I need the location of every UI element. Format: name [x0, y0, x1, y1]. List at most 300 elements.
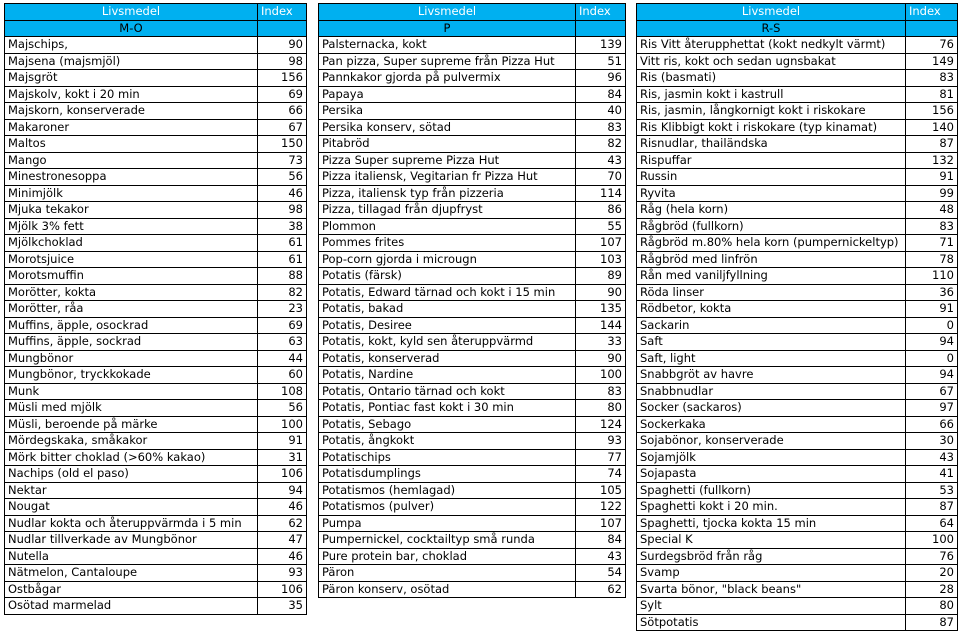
food-name-cell: Osötad marmelad	[5, 598, 258, 615]
food-name-cell: Saft, light	[637, 350, 906, 367]
table-row	[319, 301, 626, 318]
food-name-cell: Rågbröd (fullkorn)	[637, 218, 906, 235]
food-name-cell: Socker (sackaros)	[637, 400, 906, 417]
table-row	[319, 169, 626, 186]
table-row	[5, 334, 307, 351]
food-name-cell: Pommes frites	[319, 235, 576, 252]
gi-index-cell: 107	[576, 235, 626, 252]
table-row	[5, 70, 307, 87]
food-name-cell: Minestronesoppa	[5, 169, 258, 186]
table-row	[5, 383, 307, 400]
gi-index-cell: 28	[906, 581, 958, 598]
gi-index-cell: 30	[906, 433, 958, 450]
gi-index-cell: 64	[906, 515, 958, 532]
food-name-cell: Nachips (old el paso)	[5, 466, 258, 483]
food-name-cell: Potatis, bakad	[319, 301, 576, 318]
gi-index-cell: 99	[906, 185, 958, 202]
food-name-cell: Potatis, konserverad	[319, 350, 576, 367]
gi-index-cell: 46	[258, 499, 307, 516]
table-row	[319, 565, 626, 582]
table-row	[5, 136, 307, 153]
food-name-cell: Rispuffar	[637, 152, 906, 169]
group-index-blank	[258, 20, 307, 37]
food-name-cell: Pizza Super supreme Pizza Hut	[319, 152, 576, 169]
table-row	[637, 185, 958, 202]
table-row	[637, 317, 958, 334]
food-name-cell: Potatis, Pontiac fast kokt i 30 min	[319, 400, 576, 417]
food-name-cell: Spaghetti (fullkorn)	[637, 482, 906, 499]
table-row	[637, 499, 958, 516]
table-row	[5, 268, 307, 285]
table-row	[637, 70, 958, 87]
food-name-cell: Sötpotatis	[637, 614, 906, 631]
gi-index-cell: 90	[576, 284, 626, 301]
table-row	[319, 499, 626, 516]
gi-index-cell: 55	[576, 218, 626, 235]
gi-index-cell: 88	[258, 268, 307, 285]
food-name-cell: Morötter, råa	[5, 301, 258, 318]
food-name-cell: Potatis, Nardine	[319, 367, 576, 384]
gi-index-cell: 124	[576, 416, 626, 433]
gi-index-cell: 100	[258, 416, 307, 433]
food-name-cell: Nätmelon, Cantaloupe	[5, 565, 258, 582]
gi-index-cell: 41	[906, 466, 958, 483]
column-header-food: Livsmedel	[5, 4, 258, 21]
gi-index-cell: 91	[258, 433, 307, 450]
food-name-cell: Majsgröt	[5, 70, 258, 87]
gi-index-cell: 149	[906, 53, 958, 70]
gi-index-cell: 78	[906, 251, 958, 268]
food-name-cell: Snabbnudlar	[637, 383, 906, 400]
gi-index-cell: 122	[576, 499, 626, 516]
gi-index-cell: 94	[258, 482, 307, 499]
food-name-cell: Sojamjölk	[637, 449, 906, 466]
food-name-cell: Muffins, äpple, osockrad	[5, 317, 258, 334]
table-row	[5, 400, 307, 417]
table-row	[319, 251, 626, 268]
food-name-cell: Ris Vitt återupphettat (kokt nedkylt värmt)	[637, 37, 906, 54]
header-row	[319, 4, 626, 21]
gi-index-cell: 98	[258, 53, 307, 70]
table-row	[5, 169, 307, 186]
food-name-cell: Potatis (färsk)	[319, 268, 576, 285]
table-row	[637, 251, 958, 268]
food-name-cell: Nudlar kokta och återuppvärmda i 5 min	[5, 515, 258, 532]
food-name-cell: Rågbröd med linfrön	[637, 251, 906, 268]
gi-index-cell: 87	[906, 614, 958, 631]
food-name-cell: Pan pizza, Super supreme från Pizza Hut	[319, 53, 576, 70]
gi-index-cell: 83	[906, 70, 958, 87]
gi-index-cell: 106	[258, 466, 307, 483]
gi-index-cell: 40	[576, 103, 626, 120]
table-row	[637, 482, 958, 499]
table-row	[319, 532, 626, 549]
gi-index-cell: 96	[576, 70, 626, 87]
gi-index-cell: 56	[258, 169, 307, 186]
food-name-cell: Nougat	[5, 499, 258, 516]
gi-index-cell: 31	[258, 449, 307, 466]
gi-index-cell: 61	[258, 235, 307, 252]
food-name-cell: Råg (hela korn)	[637, 202, 906, 219]
table-row	[637, 449, 958, 466]
table-row	[319, 581, 626, 598]
food-name-cell: Morötter, kokta	[5, 284, 258, 301]
gi-index-cell: 35	[258, 598, 307, 615]
table-row	[637, 433, 958, 450]
gi-index-cell: 60	[258, 367, 307, 384]
food-name-cell: Morotsjuice	[5, 251, 258, 268]
group-label: P	[319, 20, 576, 37]
table-row	[637, 581, 958, 598]
table-row	[637, 515, 958, 532]
table-row	[319, 235, 626, 252]
table-row	[637, 416, 958, 433]
gi-index-cell: 20	[906, 565, 958, 582]
gi-index-cell: 144	[576, 317, 626, 334]
table-row	[637, 466, 958, 483]
gi-index-cell: 91	[906, 169, 958, 186]
food-name-cell: Potatismos (pulver)	[319, 499, 576, 516]
food-name-cell: Russin	[637, 169, 906, 186]
table-row	[5, 565, 307, 582]
food-name-cell: Potatis, kokt, kyld sen återuppvärmd	[319, 334, 576, 351]
gi-index-cell: 84	[576, 86, 626, 103]
gi-index-cell: 61	[258, 251, 307, 268]
table-row	[637, 565, 958, 582]
table-row	[637, 37, 958, 54]
table-row	[5, 548, 307, 565]
table-row	[319, 367, 626, 384]
food-name-cell: Persika	[319, 103, 576, 120]
table-row	[5, 103, 307, 120]
food-name-cell: Päron konserv, osötad	[319, 581, 576, 598]
food-name-cell: Plommon	[319, 218, 576, 235]
food-name-cell: Ostbågar	[5, 581, 258, 598]
table-row	[5, 202, 307, 219]
food-name-cell: Ris, jasmin, långkornigt kokt i riskokare	[637, 103, 906, 120]
food-name-cell: Potatis, Ontario tärnad och kokt	[319, 383, 576, 400]
gi-index-cell: 71	[906, 235, 958, 252]
table-row	[319, 86, 626, 103]
food-name-cell: Saft	[637, 334, 906, 351]
gi-index-cell: 43	[576, 152, 626, 169]
table-row	[5, 235, 307, 252]
header-row	[637, 4, 958, 21]
food-name-cell: Ris (basmati)	[637, 70, 906, 87]
food-name-cell: Mördegskaka, småkakor	[5, 433, 258, 450]
group-row	[637, 20, 958, 37]
food-name-cell: Mungbönor	[5, 350, 258, 367]
group-label: R-S	[637, 20, 906, 37]
food-name-cell: Sockerkaka	[637, 416, 906, 433]
header-row	[5, 4, 307, 21]
food-name-cell: Pop-corn gjorda i microugn	[319, 251, 576, 268]
table-row	[319, 515, 626, 532]
gi-index-cell: 77	[576, 449, 626, 466]
table-row	[319, 449, 626, 466]
food-name-cell: Muffins, äpple, sockrad	[5, 334, 258, 351]
table-row	[637, 367, 958, 384]
food-name-cell: Pure protein bar, choklad	[319, 548, 576, 565]
gi-index-cell: 67	[906, 383, 958, 400]
food-name-cell: Rågbröd m.80% hela korn (pumpernickeltyp)	[637, 235, 906, 252]
gi-index-cell: 66	[258, 103, 307, 120]
gi-index-cell: 98	[258, 202, 307, 219]
food-name-cell: Mjuka tekakor	[5, 202, 258, 219]
column-header-index: Index	[906, 4, 958, 21]
food-name-cell: Mungbönor, tryckkokade	[5, 367, 258, 384]
food-name-cell: Papaya	[319, 86, 576, 103]
gi-index-cell: 0	[906, 350, 958, 367]
table-row	[5, 53, 307, 70]
table-row	[5, 367, 307, 384]
gi-index-cell: 90	[576, 350, 626, 367]
group-index-blank	[906, 20, 958, 37]
gi-index-cell: 83	[576, 383, 626, 400]
food-name-cell: Snabbgröt av havre	[637, 367, 906, 384]
table-row	[5, 499, 307, 516]
food-name-cell: Spaghetti, tjocka kokta 15 min	[637, 515, 906, 532]
table-row	[319, 334, 626, 351]
food-name-cell: Mjölk 3% fett	[5, 218, 258, 235]
column-header-index: Index	[576, 4, 626, 21]
food-name-cell: Pitabröd	[319, 136, 576, 153]
table-row	[637, 350, 958, 367]
table-row	[637, 202, 958, 219]
table-row	[5, 185, 307, 202]
gi-index-cell: 38	[258, 218, 307, 235]
food-name-cell: Majskorn, konserverade	[5, 103, 258, 120]
gi-index-cell: 90	[258, 37, 307, 54]
table-row	[5, 581, 307, 598]
gi-index-cell: 76	[906, 548, 958, 565]
gi-index-cell: 87	[906, 499, 958, 516]
table-row	[5, 301, 307, 318]
gi-index-cell: 156	[258, 70, 307, 87]
table-row	[637, 119, 958, 136]
table-row	[319, 103, 626, 120]
table-row	[637, 548, 958, 565]
food-name-cell: Sylt	[637, 598, 906, 615]
gi-index-cell: 82	[258, 284, 307, 301]
table-row	[319, 548, 626, 565]
gi-index-cell: 87	[906, 136, 958, 153]
table-row	[319, 218, 626, 235]
food-name-cell: Müsli med mjölk	[5, 400, 258, 417]
food-name-cell: Svamp	[637, 565, 906, 582]
food-name-cell: Pizza, tillagad från djupfryst	[319, 202, 576, 219]
table-row	[319, 383, 626, 400]
gi-index-cell: 150	[258, 136, 307, 153]
food-name-cell: Pizza italiensk, Vegitarian fr Pizza Hut	[319, 169, 576, 186]
gi-index-cell: 76	[906, 37, 958, 54]
gi-index-cell: 100	[906, 532, 958, 549]
food-name-cell: Sojabönor, konserverade	[637, 433, 906, 450]
gi-index-cell: 46	[258, 185, 307, 202]
food-name-cell: Mango	[5, 152, 258, 169]
food-name-cell: Pizza, italiensk typ från pizzeria	[319, 185, 576, 202]
table-row	[5, 37, 307, 54]
food-name-cell: Majsena (majsmjöl)	[5, 53, 258, 70]
table-row	[637, 614, 958, 631]
food-name-cell: Potatis, Sebago	[319, 416, 576, 433]
gi-index-cell: 108	[258, 383, 307, 400]
gi-table-m-o	[4, 3, 307, 615]
gi-index-cell: 114	[576, 185, 626, 202]
table-row	[637, 136, 958, 153]
table-row	[5, 251, 307, 268]
gi-index-cell: 132	[906, 152, 958, 169]
gi-index-cell: 140	[906, 119, 958, 136]
table-row	[319, 482, 626, 499]
food-name-cell: Mjölkchoklad	[5, 235, 258, 252]
food-name-cell: Majskolv, kokt i 20 min	[5, 86, 258, 103]
gi-index-cell: 156	[906, 103, 958, 120]
food-name-cell: Nudlar tillverkade av Mungbönor	[5, 532, 258, 549]
gi-index-cell: 97	[906, 400, 958, 417]
group-label: M-O	[5, 20, 258, 37]
gi-index-cell: 74	[576, 466, 626, 483]
table-row	[637, 334, 958, 351]
food-name-cell: Röda linser	[637, 284, 906, 301]
gi-table-r-s	[636, 3, 958, 631]
gi-index-cell: 89	[576, 268, 626, 285]
table-row	[637, 532, 958, 549]
gi-index-cell: 62	[576, 581, 626, 598]
food-name-cell: Risnudlar, thailändska	[637, 136, 906, 153]
gi-index-cell: 103	[576, 251, 626, 268]
food-name-cell: Palsternacka, kokt	[319, 37, 576, 54]
food-name-cell: Potatis, ångkokt	[319, 433, 576, 450]
food-name-cell: Majschips,	[5, 37, 258, 54]
food-name-cell: Potatis, Desiree	[319, 317, 576, 334]
gi-index-cell: 139	[576, 37, 626, 54]
gi-index-cell: 83	[576, 119, 626, 136]
table-row	[637, 103, 958, 120]
food-name-cell: Mörk bitter choklad (>60% kakao)	[5, 449, 258, 466]
column-header-food: Livsmedel	[319, 4, 576, 21]
gi-index-cell: 73	[258, 152, 307, 169]
gi-index-cell: 53	[906, 482, 958, 499]
table-row	[319, 53, 626, 70]
gi-index-cell: 86	[576, 202, 626, 219]
gi-index-cell: 91	[906, 301, 958, 318]
gi-index-cell: 63	[258, 334, 307, 351]
gi-index-cell: 93	[576, 433, 626, 450]
gi-index-cell: 62	[258, 515, 307, 532]
gi-index-cell: 44	[258, 350, 307, 367]
table-row	[637, 400, 958, 417]
table-row	[319, 70, 626, 87]
group-row	[319, 20, 626, 37]
food-name-cell: Morotsmuffin	[5, 268, 258, 285]
food-name-cell: Ryvita	[637, 185, 906, 202]
food-name-cell: Svarta bönor, "black beans"	[637, 581, 906, 598]
gi-index-cell: 106	[258, 581, 307, 598]
food-name-cell: Minimjölk	[5, 185, 258, 202]
table-row	[5, 482, 307, 499]
food-name-cell: Müsli, beroende på märke	[5, 416, 258, 433]
gi-index-cell: 48	[906, 202, 958, 219]
food-name-cell: Pumpa	[319, 515, 576, 532]
food-name-cell: Potatis, Edward tärnad och kokt i 15 min	[319, 284, 576, 301]
table-row	[5, 152, 307, 169]
table-row	[319, 400, 626, 417]
gi-index-cell: 80	[906, 598, 958, 615]
gi-index-cell: 107	[576, 515, 626, 532]
food-name-cell: Munk	[5, 383, 258, 400]
food-name-cell: Päron	[319, 565, 576, 582]
table-row	[637, 301, 958, 318]
gi-index-cell: 33	[576, 334, 626, 351]
gi-index-cell: 94	[906, 334, 958, 351]
gi-index-cell: 23	[258, 301, 307, 318]
gi-index-cell: 84	[576, 532, 626, 549]
food-name-cell: Pannkakor gjorda på pulvermix	[319, 70, 576, 87]
gi-index-cell: 105	[576, 482, 626, 499]
gi-index-cell: 82	[576, 136, 626, 153]
gi-index-cell: 70	[576, 169, 626, 186]
food-name-cell: Nektar	[5, 482, 258, 499]
table-row	[5, 532, 307, 549]
food-name-cell: Rån med vaniljfyllning	[637, 268, 906, 285]
gi-index-cell: 54	[576, 565, 626, 582]
gi-index-cell: 46	[258, 548, 307, 565]
group-row	[5, 20, 307, 37]
table-row	[5, 317, 307, 334]
table-row	[319, 416, 626, 433]
gi-index-cell: 56	[258, 400, 307, 417]
table-row	[5, 466, 307, 483]
table-row	[5, 218, 307, 235]
column-header-index: Index	[258, 4, 307, 21]
food-name-cell: Sackarin	[637, 317, 906, 334]
table-row	[5, 416, 307, 433]
gi-index-cell: 43	[906, 449, 958, 466]
table-row	[637, 383, 958, 400]
gi-table-p	[318, 3, 626, 598]
food-name-cell: Pumpernickel, cocktailtyp små runda	[319, 532, 576, 549]
table-row	[319, 466, 626, 483]
food-name-cell: Maltos	[5, 136, 258, 153]
gi-index-cell: 69	[258, 86, 307, 103]
table-row	[637, 268, 958, 285]
table-row	[319, 268, 626, 285]
table-row	[5, 86, 307, 103]
gi-index-cell: 93	[258, 565, 307, 582]
gi-index-cell: 100	[576, 367, 626, 384]
food-name-cell: Potatismos (hemlagad)	[319, 482, 576, 499]
food-name-cell: Potatischips	[319, 449, 576, 466]
table-row	[319, 350, 626, 367]
food-name-cell: Special K	[637, 532, 906, 549]
table-row	[319, 152, 626, 169]
food-name-cell: Potatisdumplings	[319, 466, 576, 483]
gi-index-cell: 47	[258, 532, 307, 549]
table-row	[637, 235, 958, 252]
gi-index-cell: 36	[906, 284, 958, 301]
table-row	[637, 284, 958, 301]
table-row	[637, 598, 958, 615]
food-name-cell: Vitt ris, kokt och sedan ugnsbakat	[637, 53, 906, 70]
table-row	[5, 515, 307, 532]
gi-index-cell: 69	[258, 317, 307, 334]
table-row	[637, 86, 958, 103]
food-name-cell: Makaroner	[5, 119, 258, 136]
table-row	[637, 152, 958, 169]
food-name-cell: Spaghetti kokt i 20 min.	[637, 499, 906, 516]
gi-index-cell: 81	[906, 86, 958, 103]
